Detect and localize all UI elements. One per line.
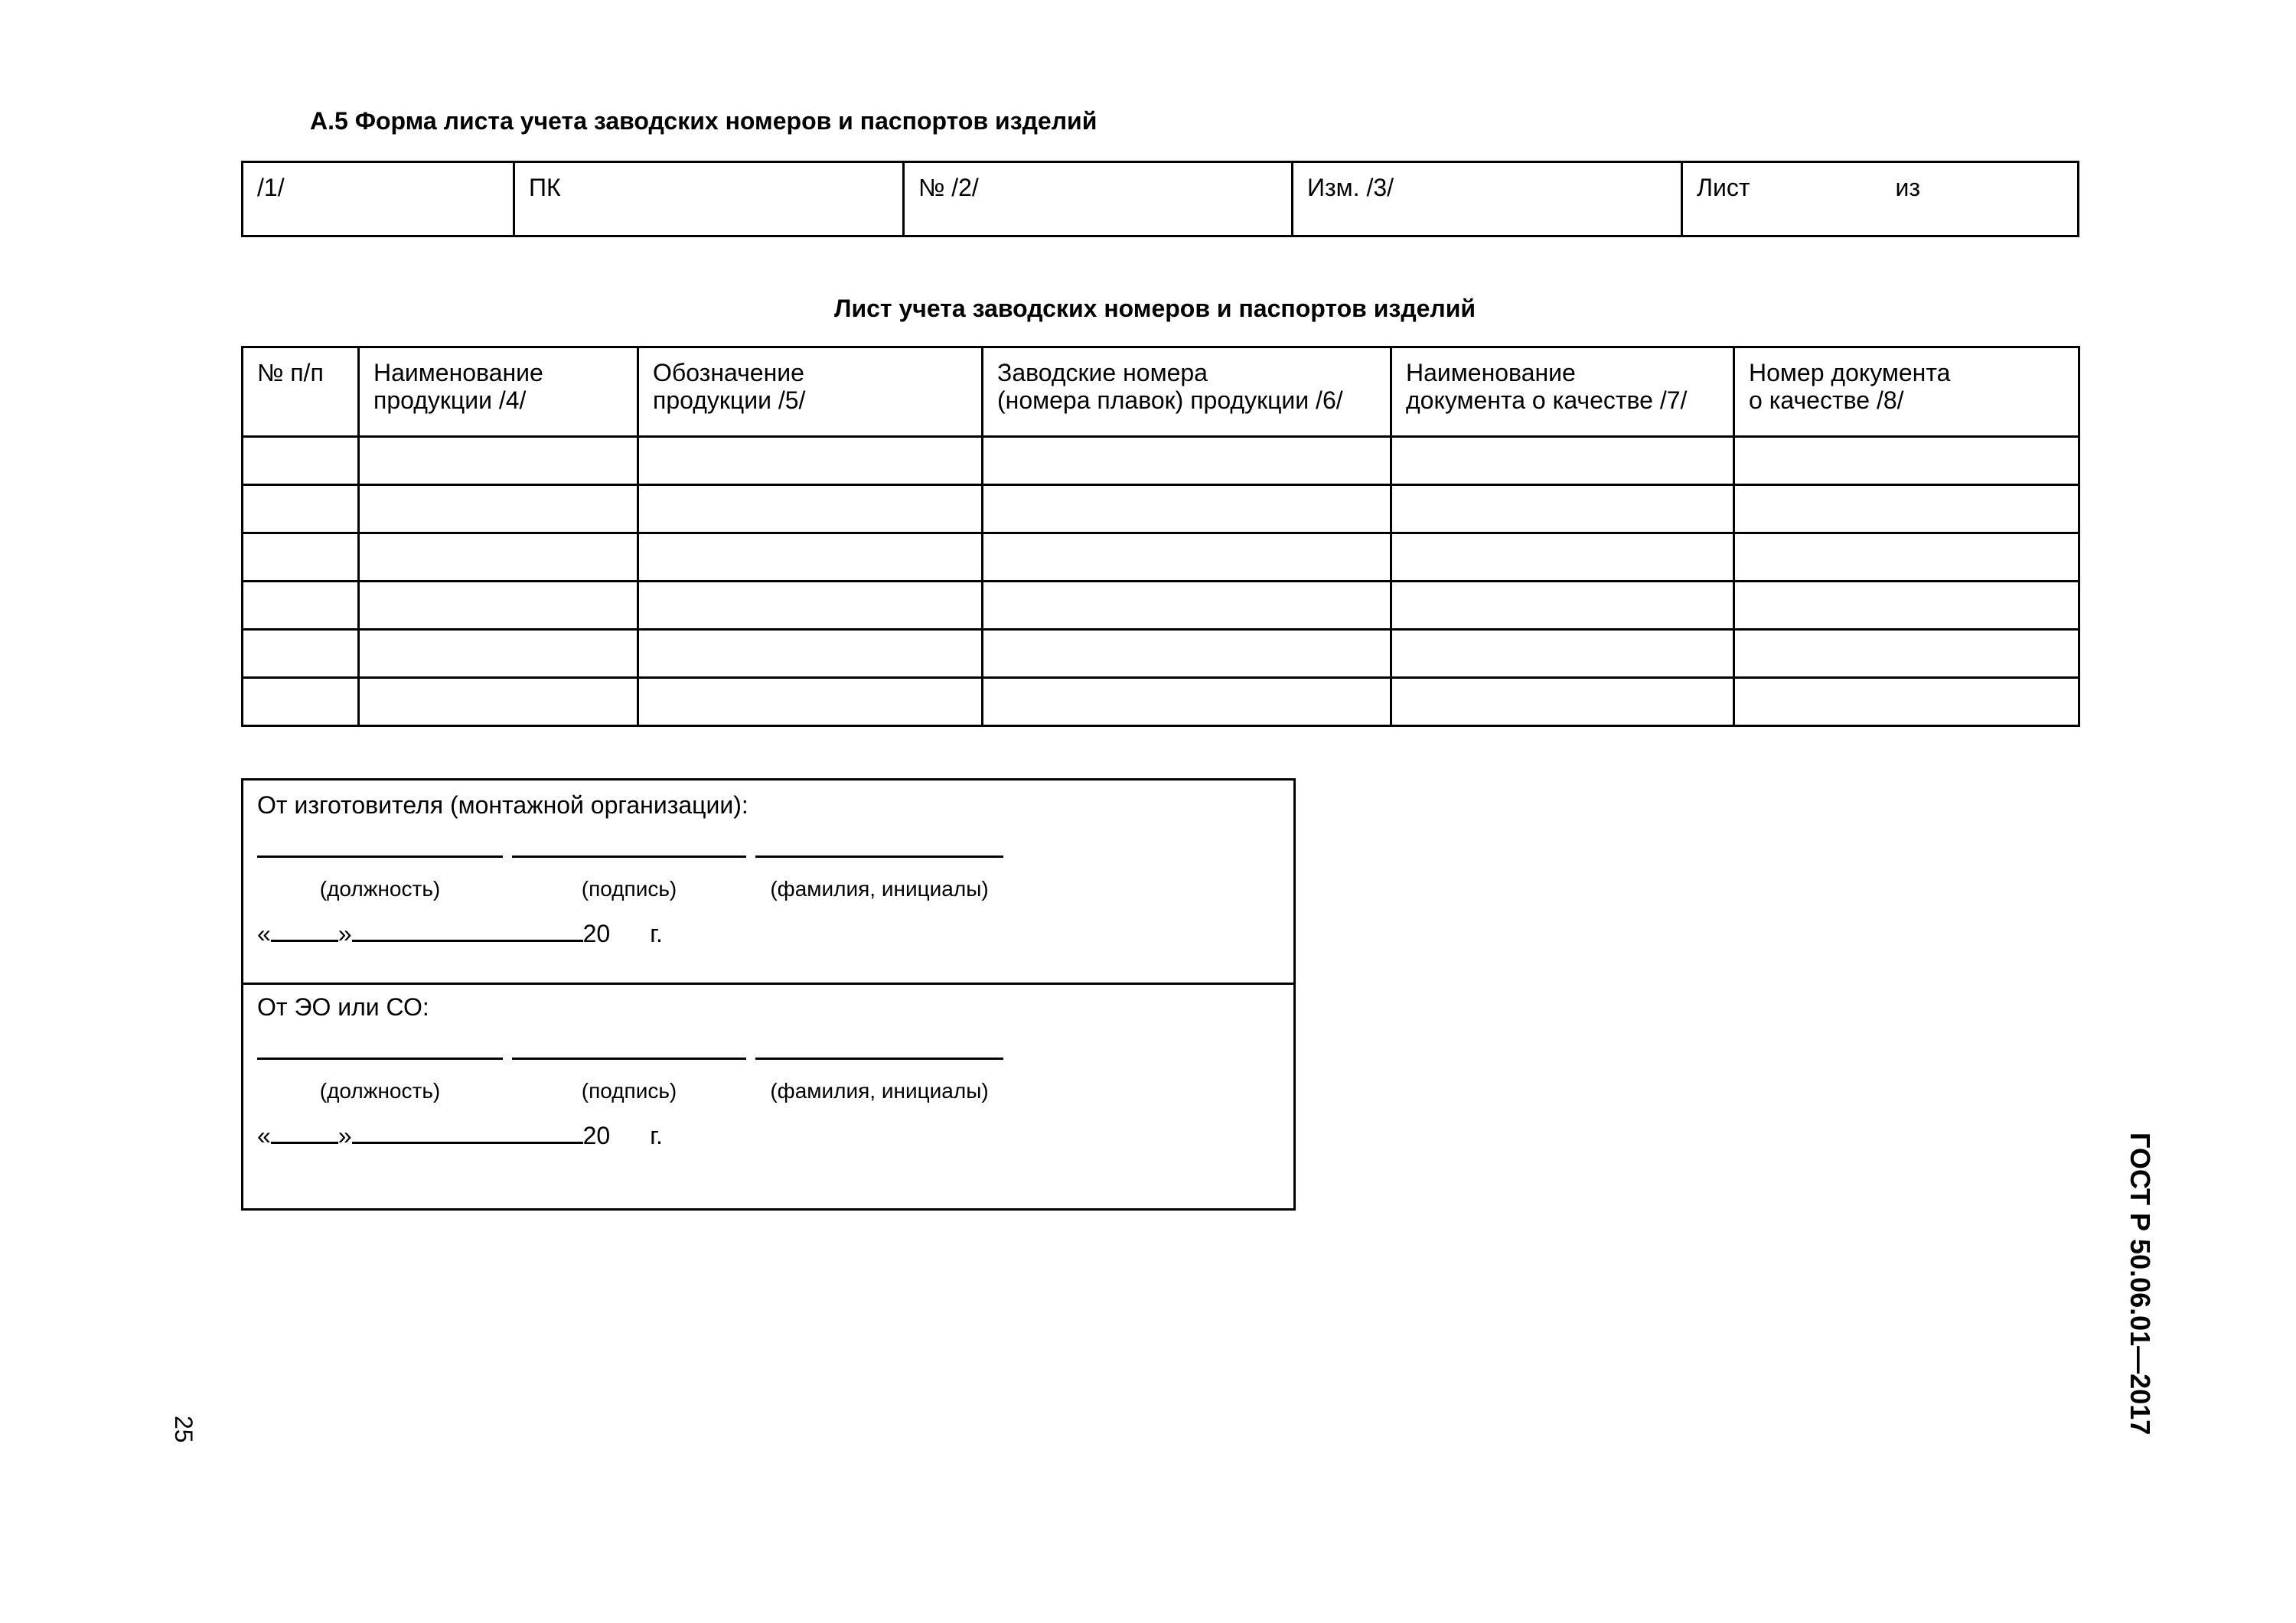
table-cell[interactable] bbox=[983, 582, 1391, 630]
table-row bbox=[243, 485, 2079, 533]
table-body bbox=[243, 437, 2079, 726]
factory-numbers-table bbox=[241, 346, 2080, 727]
table-cell[interactable] bbox=[359, 437, 638, 485]
column-header-factory-numbers: Заводские номера (номера плавок) продукции /6/ bbox=[983, 347, 1391, 437]
table-cell[interactable] bbox=[1734, 630, 2079, 678]
column-header-quality-document-name: Наименование документа о качестве /7/ bbox=[1391, 347, 1734, 437]
manufacturer-signature-label: От изготовителя (монтажной организации): bbox=[257, 791, 748, 819]
table-cell[interactable] bbox=[983, 678, 1391, 726]
header-cell-pk: ПК bbox=[514, 162, 904, 236]
date-line bbox=[257, 1119, 663, 1150]
table-cell[interactable] bbox=[359, 630, 638, 678]
date-year-prefix: 20 bbox=[582, 1122, 611, 1149]
table-cell[interactable] bbox=[638, 485, 983, 533]
column-header-product-designation: Обозначение продукции /5/ bbox=[638, 347, 983, 437]
table-row bbox=[243, 437, 2079, 485]
table-cell[interactable] bbox=[983, 533, 1391, 582]
date-year-suffix: г. bbox=[650, 1122, 663, 1149]
table-cell[interactable] bbox=[638, 582, 983, 630]
table-cell[interactable] bbox=[1391, 485, 1734, 533]
position-line[interactable] bbox=[257, 855, 503, 858]
table-cell[interactable] bbox=[1391, 678, 1734, 726]
table-cell[interactable] bbox=[1391, 533, 1734, 582]
table-cell[interactable] bbox=[638, 437, 983, 485]
date-line bbox=[257, 917, 663, 948]
date-year-prefix: 20 bbox=[582, 920, 611, 947]
page-number: 25 bbox=[170, 1416, 197, 1443]
table-row bbox=[243, 533, 2079, 582]
signature-caption: (подпись) bbox=[581, 1079, 677, 1103]
table-cell[interactable] bbox=[243, 437, 359, 485]
table-cell[interactable] bbox=[1734, 485, 2079, 533]
month-blank[interactable] bbox=[352, 1119, 583, 1144]
date-close-quote: » bbox=[338, 1122, 352, 1149]
header-cell-1: /1/ bbox=[243, 162, 514, 236]
table-cell[interactable] bbox=[359, 582, 638, 630]
signature-box bbox=[241, 778, 1296, 1211]
table-row bbox=[243, 630, 2079, 678]
sheet-of-label: из bbox=[1895, 174, 1921, 201]
header-cell-sheet bbox=[1682, 162, 2079, 236]
table-cell[interactable] bbox=[243, 678, 359, 726]
table-cell[interactable] bbox=[243, 485, 359, 533]
operator-signature-section bbox=[243, 983, 1293, 1185]
header-cell-number: № /2/ bbox=[904, 162, 1293, 236]
header-cell-revision: Изм. /3/ bbox=[1293, 162, 1682, 236]
signature-line[interactable] bbox=[512, 855, 746, 858]
table-cell[interactable] bbox=[359, 678, 638, 726]
position-caption: (должность) bbox=[319, 877, 441, 901]
date-open-quote: « bbox=[257, 1122, 271, 1149]
column-header-product-name: Наименование продукции /4/ bbox=[359, 347, 638, 437]
table-cell[interactable] bbox=[1391, 630, 1734, 678]
position-caption: (должность) bbox=[319, 1079, 441, 1103]
table-cell[interactable] bbox=[983, 485, 1391, 533]
table-cell[interactable] bbox=[1391, 437, 1734, 485]
header-table bbox=[241, 161, 2079, 237]
table-cell[interactable] bbox=[638, 678, 983, 726]
table-cell[interactable] bbox=[1734, 437, 2079, 485]
full-name-line[interactable] bbox=[755, 1058, 1003, 1060]
table-header-row bbox=[243, 347, 2079, 437]
table-cell[interactable] bbox=[638, 533, 983, 582]
day-blank[interactable] bbox=[271, 1119, 338, 1144]
position-line[interactable] bbox=[257, 1058, 503, 1060]
standard-code: ГОСТ Р 50.06.01—2017 bbox=[2125, 1133, 2156, 1436]
column-header-quality-document-number: Номер документа о качестве /8/ bbox=[1734, 347, 2079, 437]
table-cell[interactable] bbox=[638, 630, 983, 678]
table-cell[interactable] bbox=[1734, 533, 2079, 582]
table-cell[interactable] bbox=[983, 437, 1391, 485]
full-name-line[interactable] bbox=[755, 855, 1003, 858]
table-row bbox=[243, 678, 2079, 726]
table-cell[interactable] bbox=[1734, 678, 2079, 726]
date-year-suffix: г. bbox=[650, 920, 663, 947]
signature-line[interactable] bbox=[512, 1058, 746, 1060]
day-blank[interactable] bbox=[271, 917, 338, 942]
table-cell[interactable] bbox=[1391, 582, 1734, 630]
date-close-quote: » bbox=[338, 920, 352, 947]
form-heading: А.5 Форма листа учета заводских номеров и паспортов изделий bbox=[310, 107, 1097, 135]
table-cell[interactable] bbox=[243, 630, 359, 678]
operator-signature-label: От ЭО или СО: bbox=[257, 993, 429, 1021]
table-row bbox=[243, 582, 2079, 630]
table-cell[interactable] bbox=[359, 533, 638, 582]
table-cell[interactable] bbox=[359, 485, 638, 533]
date-open-quote: « bbox=[257, 920, 271, 947]
full-name-caption: (фамилия, инициалы) bbox=[770, 1079, 989, 1103]
column-header-number: № п/п bbox=[243, 347, 359, 437]
signature-caption: (подпись) bbox=[581, 877, 677, 901]
full-name-caption: (фамилия, инициалы) bbox=[770, 877, 989, 901]
table-title: Лист учета заводских номеров и паспортов изделий bbox=[834, 295, 1476, 322]
month-blank[interactable] bbox=[352, 917, 583, 942]
table-cell[interactable] bbox=[243, 582, 359, 630]
table-cell[interactable] bbox=[1734, 582, 2079, 630]
table-cell[interactable] bbox=[983, 630, 1391, 678]
manufacturer-signature-section bbox=[243, 781, 1293, 985]
sheet-label: Лист bbox=[1697, 174, 1750, 201]
table-cell[interactable] bbox=[243, 533, 359, 582]
